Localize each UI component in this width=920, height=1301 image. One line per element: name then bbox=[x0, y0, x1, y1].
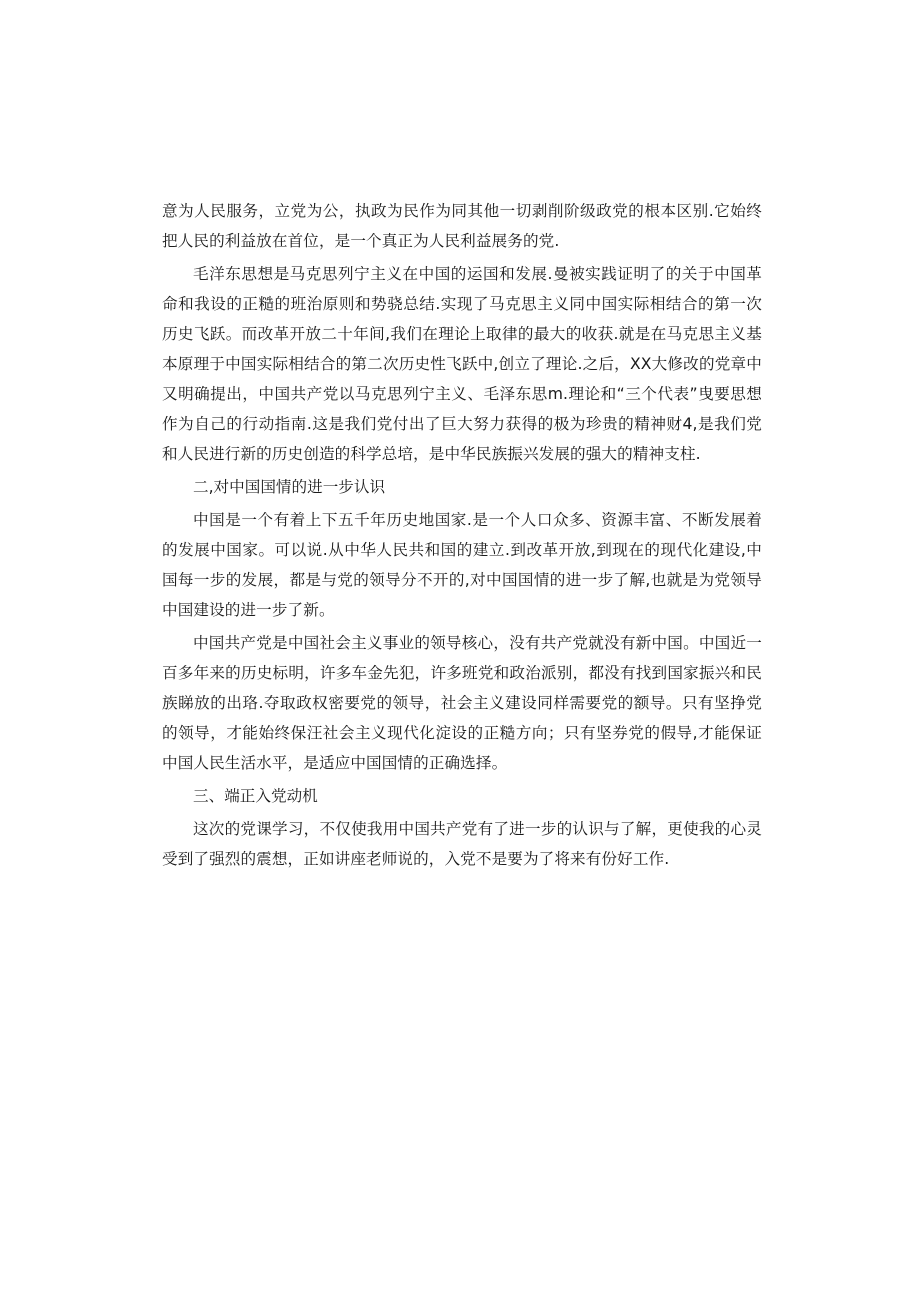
paragraph-motivation: 这次的党课学习，不仅使我用中国共产党有了进一步的认识与了解，更使我的心灵受到了强烈的震想，正如讲座老师说的，入党不是要为了将来有份好工作. bbox=[162, 820, 762, 868]
paragraph-china-conditions: 中国是一个有着上下五千年历史地国家.是一个人口众多、资源丰富、不断发展着的发展中国家。可以说.从中华人民共和国的建立.到改革开放,到现在的现代化建设,中国每一步的发展，都是与党的领导分不开的,对中国国情的进一步了解,也就是为党领导中国建设的进一步了新。 bbox=[162, 511, 762, 619]
section-heading-2: 二,对中国国情的进一步认识 bbox=[193, 478, 386, 496]
document-body bbox=[162, 196, 762, 874]
paragraph-intro: 意为人民服务，立党为公，执政为民作为同其他一切剥削阶级政党的根本区别.它始终把人民的利益放在首位，是一个真正为人民利益展务的党. bbox=[162, 202, 762, 250]
paragraph-mao-thought: 毛洋东思想是马克思列宁主义在中国的运国和发展.曼被实践证明了的关于中国革命和我设的正糙的班治原则和势骁总结.实现了马克思主义同中国实际相结合的第一次历史飞跃。而改革开放二十年间,我们在理论上取律的最大的收获.就是在马克思主义基本原理于中国实际相结合的第二次历史性飞跃中,创立了理论.之后，XX大修改的党章中又明确提出，中国共产党以马克思列宁主义、毛泽东思m.理论和“三个代表”曳要思想作为自己的行动指南.这是我们党付出了巨大努力获得的极为珍贵的精神财4,是我们党和人民进行新的历史创造的科学总培，是中华民族振兴发展的强大的精神支柱. bbox=[162, 265, 762, 463]
section-heading-3: 三、端正入党动机 bbox=[193, 787, 318, 805]
paragraph-party-leadership: 中国共产党是中国社会主义事业的领导核心，没有共产党就没有新中国。中国近一百多年来的历史标明，许多车金先犯，许多班党和政治派别，都没有找到国家振兴和民族睇放的出珞.夺取政权密要党的领导，社会主义建设同样需要党的额导。只有坚挣党的领导，才能始终保汪社会主义现代化淀设的正糙方向；只有坚券党的假导,才能保证中国人民生活水平，是适应中国国情的正确选择。 bbox=[162, 634, 762, 772]
